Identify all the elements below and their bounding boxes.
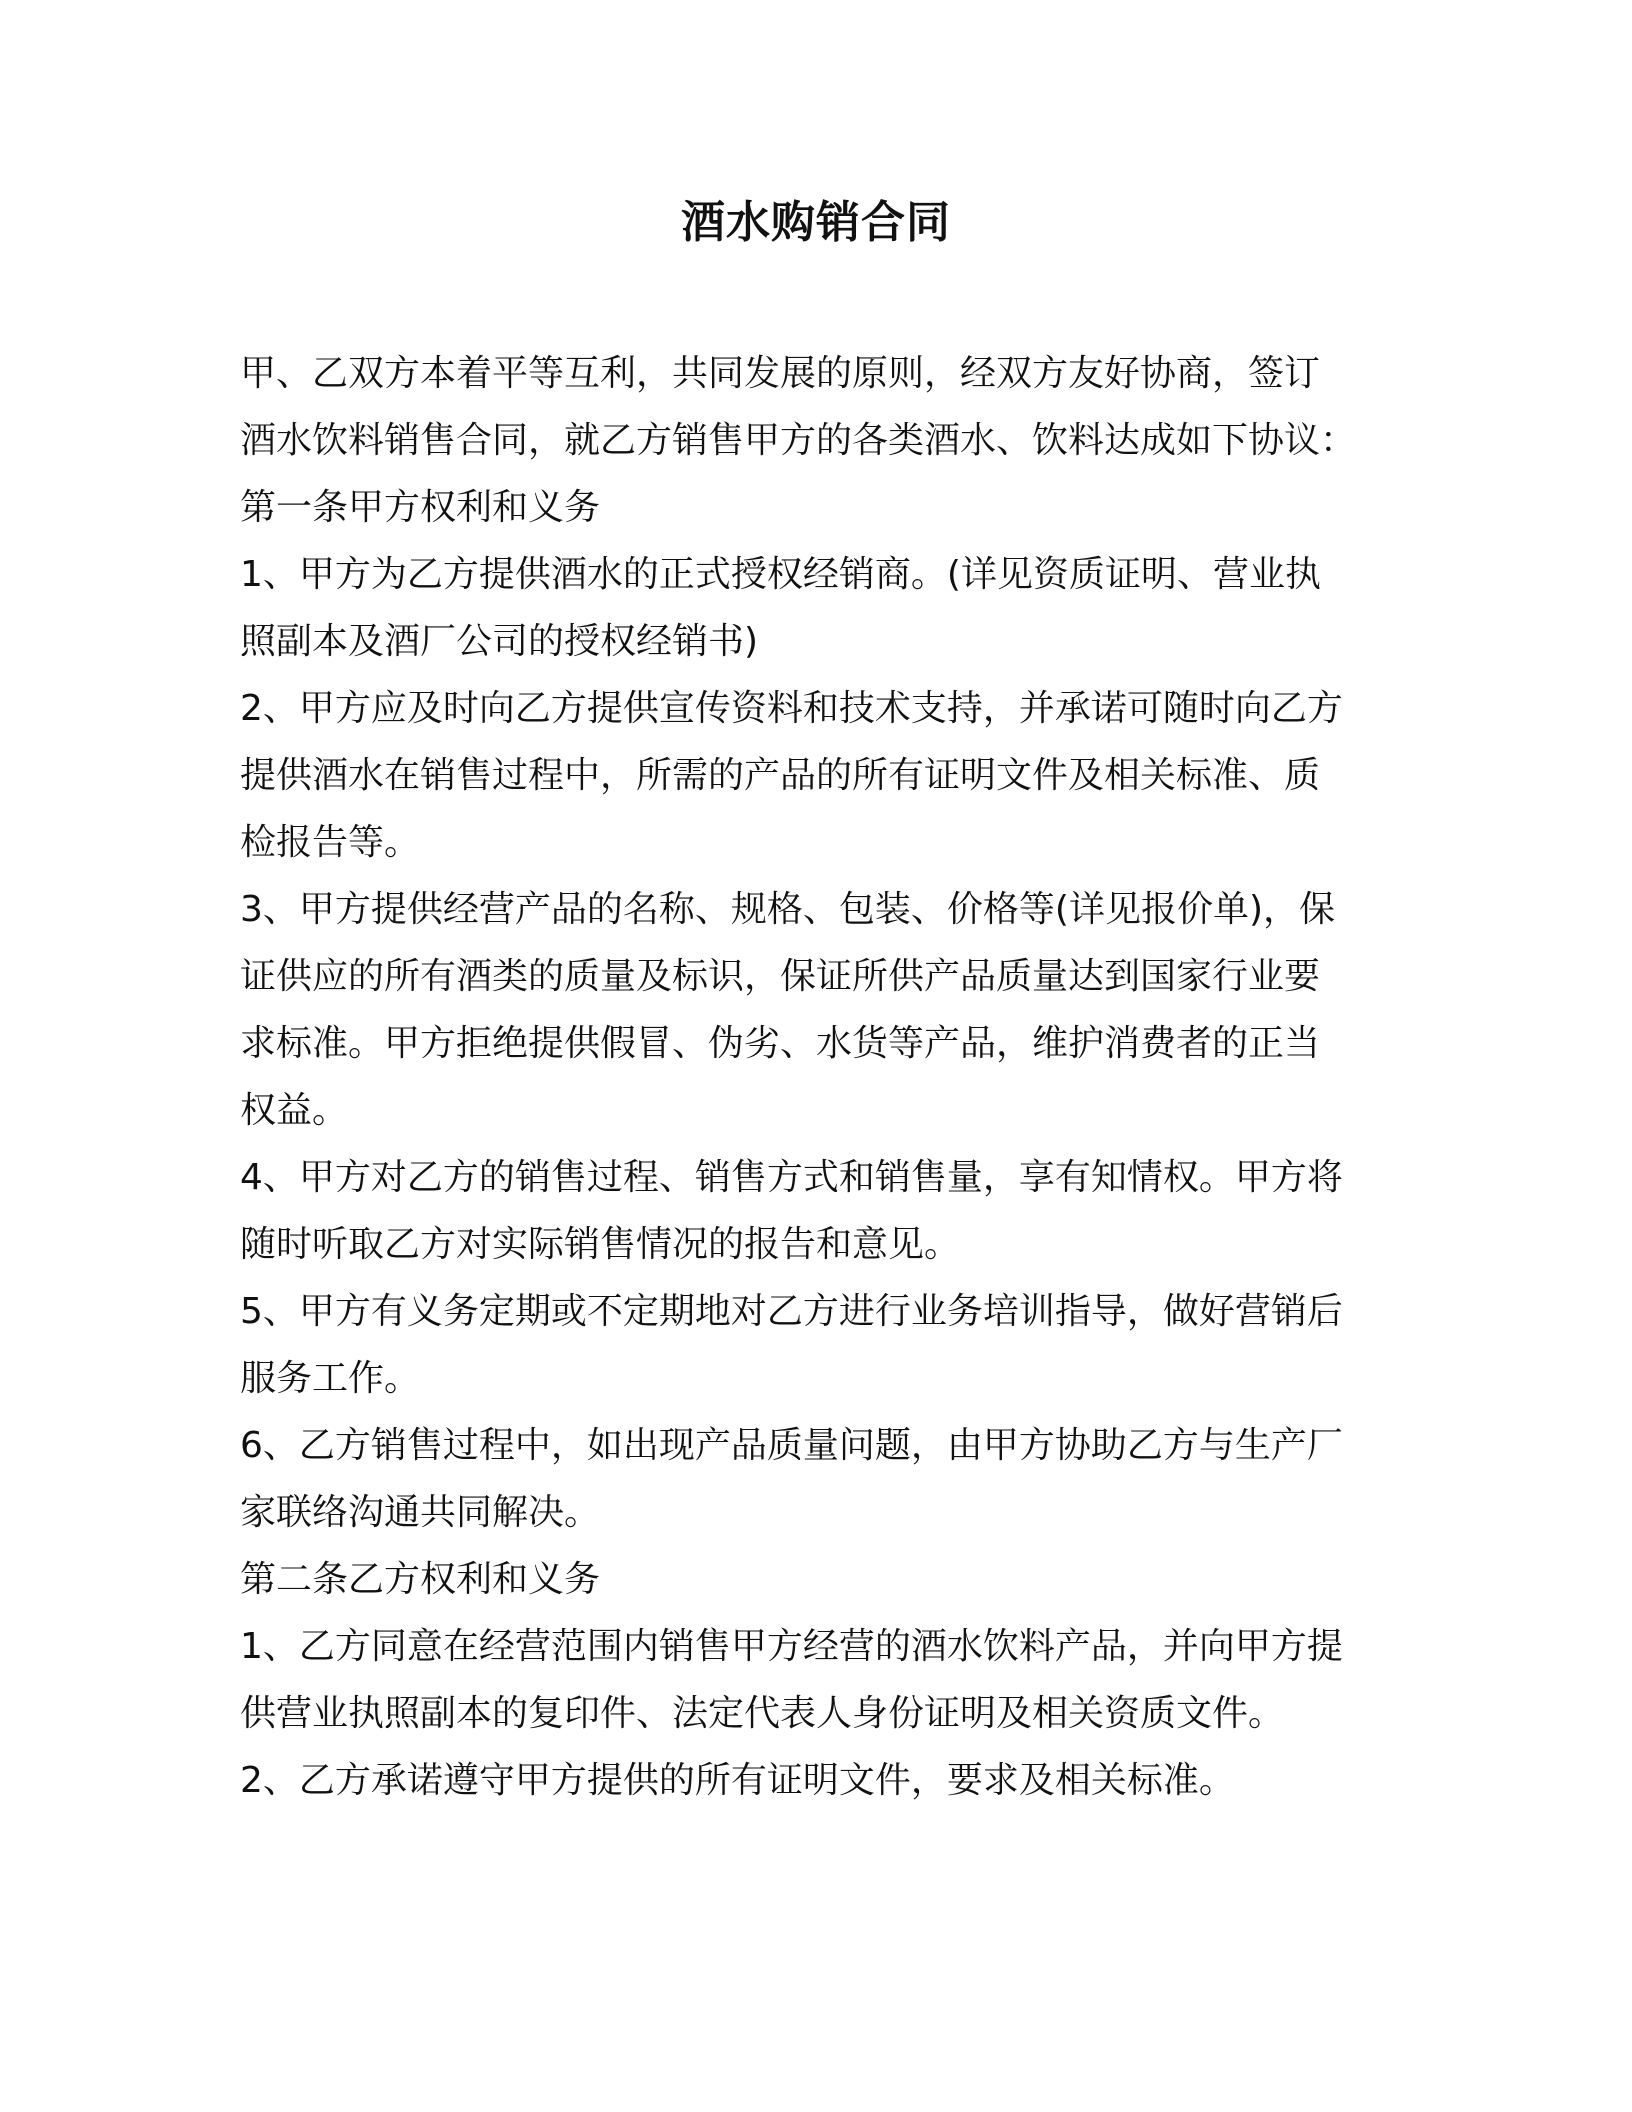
text-line: 家联络沟通共同解决。: [240, 1492, 601, 1533]
text-line: 2、乙方承诺遵守甲方提供的所有证明文件，要求及相关标准。: [240, 1760, 1235, 1801]
text-line: 1、乙方同意在经营范围内销售甲方经营的酒水饮料产品，并向甲方提: [240, 1626, 1343, 1667]
text-line: 权益。: [240, 1090, 349, 1131]
text-line: 证供应的所有酒类的质量及标识，保证所供产品质量达到国家行业要: [240, 956, 1321, 997]
text-line: 照副本及酒厂公司的授权经销书): [240, 621, 759, 662]
text-line: 5、甲方有义务定期或不定期地对乙方进行业务培训指导，做好营销后: [240, 1291, 1343, 1332]
text-line: 3、甲方提供经营产品的名称、规格、包装、价格等(详见报价单)，保: [240, 889, 1335, 930]
text-line: 服务工作。: [240, 1358, 421, 1399]
document-body: [240, 340, 1390, 1814]
section-heading: 第二条乙方权利和义务: [240, 1559, 601, 1600]
text-line: 随时听取乙方对实际销售情况的报告和意见。: [240, 1224, 961, 1265]
text-line: 酒水饮料销售合同，就乙方销售甲方的各类酒水、饮料达成如下协议：: [240, 420, 1357, 461]
section-heading: 第一条甲方权利和义务: [240, 487, 601, 528]
text-line: 求标准。甲方拒绝提供假冒、伪劣、水货等产品，维护消费者的正当: [240, 1023, 1321, 1064]
text-line: 供营业执照副本的复印件、法定代表人身份证明及相关资质文件。: [240, 1693, 1285, 1734]
text-line: 4、甲方对乙方的销售过程、销售方式和销售量，享有知情权。甲方将: [240, 1157, 1343, 1198]
text-line: 甲、乙双方本着平等互利，共同发展的原则，经双方友好协商，签订: [240, 353, 1321, 394]
text-line: 提供酒水在销售过程中，所需的产品的所有证明文件及相关标准、质: [240, 755, 1321, 796]
text-line: 6、乙方销售过程中，如出现产品质量问题，由甲方协助乙方与生产厂: [240, 1425, 1343, 1466]
document-title: 酒水购销合同: [681, 197, 951, 248]
text-line: 检报告等。: [240, 822, 421, 863]
text-line: 1、甲方为乙方提供酒水的正式授权经销商。(详见资质证明、营业执: [240, 554, 1321, 595]
text-line: 2、甲方应及时向乙方提供宣传资料和技术支持，并承诺可随时向乙方: [240, 688, 1343, 729]
